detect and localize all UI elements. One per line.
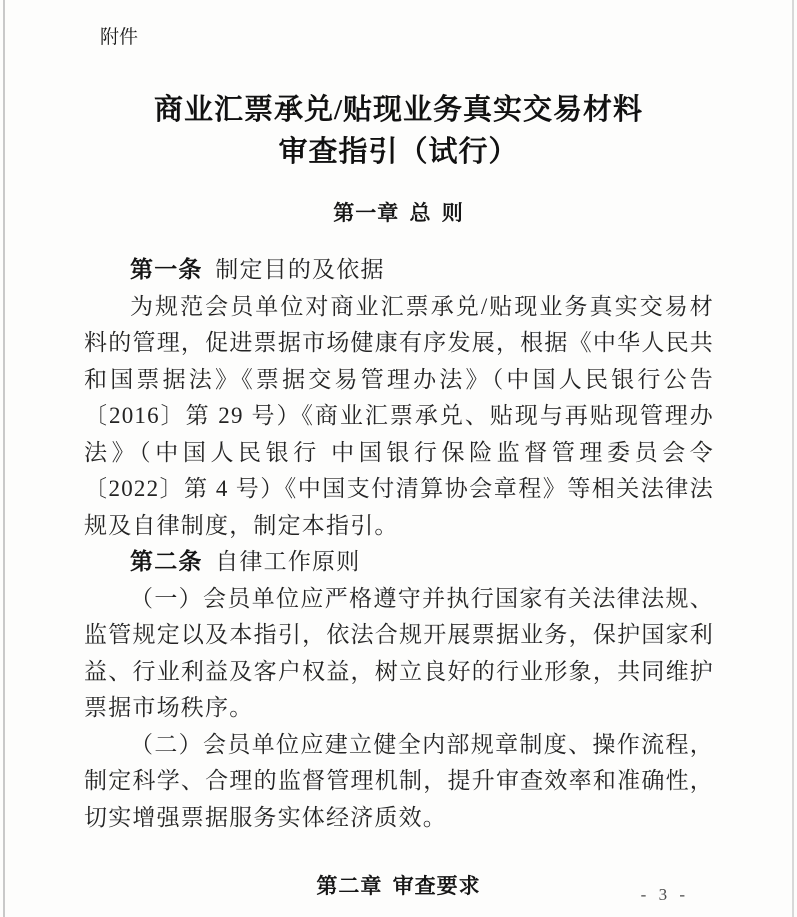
chapter-2-heading: 第二章 审查要求 (316, 874, 481, 898)
article-1-subject: 制定目的及依据 (215, 257, 385, 282)
article-2-item-1-paragraph: （一）会员单位应严格遵守并执行国家有关法律法规、监管规定以及本指引，依法合规开展票据业务，保护国家利益、行业利益及客户权益，树立良好的行业形象，共同维护票据市场秩序。 (84, 585, 714, 720)
page-number: - 3 - (640, 885, 689, 904)
article-1-number: 第一条 (130, 257, 203, 282)
article-1-body-paragraph: 为规范会员单位对商业汇票承兑/贴现业务真实交易材料的管理，促进票据市场健康有序发展，根据《中华人民共和国票据法》《票据交易管理办法》（中国人民银行公告〔2016〕第 29 号）《商业汇票承兑、贴现与再贴现管理办法》（中国人民银行 中国银行保险监督管理委员会令〔2022〕第 4 号）《中国支付清算协会章程》等相关法律法规及自律制度，制定本指引。 (84, 293, 714, 538)
article-2-item-2-paragraph: （二）会员单位应建立健全内部规章制度、操作流程，制定科学、合理的监督管理机制，提升审查效率和准确性，切实增强票据服务实体经济质效。 (84, 731, 714, 830)
article-2-number: 第二条 (130, 549, 203, 574)
attachment-label: 附件 (100, 27, 139, 48)
scan-edge-left (3, 0, 5, 917)
scan-edge-right (792, 0, 794, 917)
document-body (84, 252, 714, 836)
article-2-title-line (84, 544, 714, 581)
article-1-title-line (84, 252, 714, 289)
document-title-line1: 商业汇票承兑/贴现业务真实交易材料 (153, 94, 644, 126)
article-2-subject: 自律工作原则 (215, 549, 361, 574)
chapter-1-heading: 第一章 总 则 (333, 201, 464, 225)
document-title-line2: 审查指引（试行） (278, 136, 519, 168)
document-title (0, 89, 797, 173)
